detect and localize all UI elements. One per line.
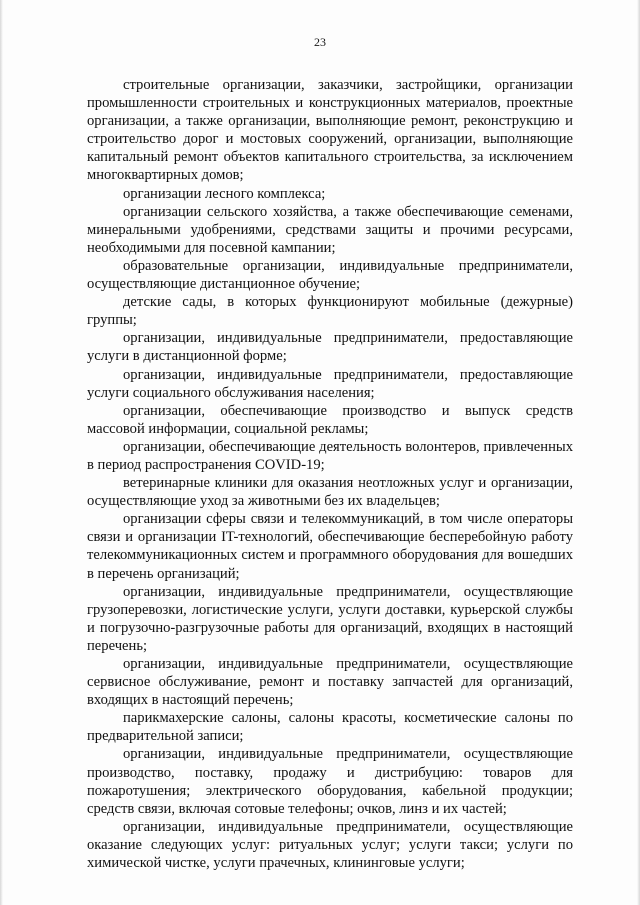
paragraph: парикмахерские салоны, салоны красоты, косметические салоны по предварительной записи; <box>87 710 573 745</box>
paragraph: организации сельского хозяйства, а также обеспечивающие семенами, минеральными удобрениями, средствами защиты и прочими ресурсами, необходимыми для посевной кампании; <box>87 203 573 256</box>
paragraph: организации, индивидуальные предприниматели, предоставляющие услуги в дистанционной форме; <box>87 330 573 365</box>
paragraph: организации, индивидуальные предприниматели, осуществляющие сервисное обслуживание, ремонт и поставку запчастей для организаций, входящих в настоящий перечень; <box>87 656 573 709</box>
paragraph: ветеринарные клиники для оказания неотложных услуг и организации, осуществляющие уход за животными без их владельцев; <box>87 475 573 510</box>
document-body <box>87 76 573 872</box>
paragraph: организации, индивидуальные предприниматели, предоставляющие услуги социального обслуживания населения; <box>87 366 573 401</box>
paragraph: организации лесного комплекса; <box>123 185 326 202</box>
paragraph: организации сферы связи и телекоммуникаций, в том числе операторы связи и организации IT-технологий, обеспечивающие бесперебойную работу телекоммуникационных систем и программного оборудования для вошедших в перечень организаций; <box>87 511 573 582</box>
paragraph: организации, индивидуальные предприниматели, осуществляющие оказание следующих услуг: ритуальных услуг; услуги такси; услуги по химической чистке, услуги прачечных, клининговые услуги; <box>87 818 573 872</box>
page-edge-left <box>0 0 3 905</box>
paragraph: строительные организации, заказчики, застройщики, организации промышленности строительных и конструкционных материалов, проектные организации, а также организации, выполняющие ремонт, реконструкцию и строительство дорог и мостовых сооружений, организации, выполняющие капитальный ремонт объектов капитального строительства, за исключением многоквартирных домов; <box>87 77 573 184</box>
paragraph: организации, обеспечивающие деятельность волонтеров, привлеченных в период распространения COVID-19; <box>87 438 573 473</box>
page-number: 23 <box>314 35 326 49</box>
paragraph: организации, обеспечивающие производство и выпуск средств массовой информации, социальной рекламы; <box>87 402 573 437</box>
paragraph: организации, индивидуальные предприниматели, осуществляющие грузоперевозки, логистические услуги, услуги доставки, курьерской службы и погрузочно-разгрузочные работы для организаций, входящих в настоящий перечень; <box>87 583 573 654</box>
paragraph: организации, индивидуальные предприниматели, осуществляющие производство, поставку, продажу и дистрибуцию: товаров для пожаротушения; электрического оборудования, кабельной продукции; средств связи, включая сотовые телефоны; очков, линз и их частей; <box>87 746 573 817</box>
paragraph: детские сады, в которых функционируют мобильные (дежурные) группы; <box>87 294 573 329</box>
paragraph: образовательные организации, индивидуальные предприниматели, осуществляющие дистанционное обучение; <box>87 257 573 293</box>
